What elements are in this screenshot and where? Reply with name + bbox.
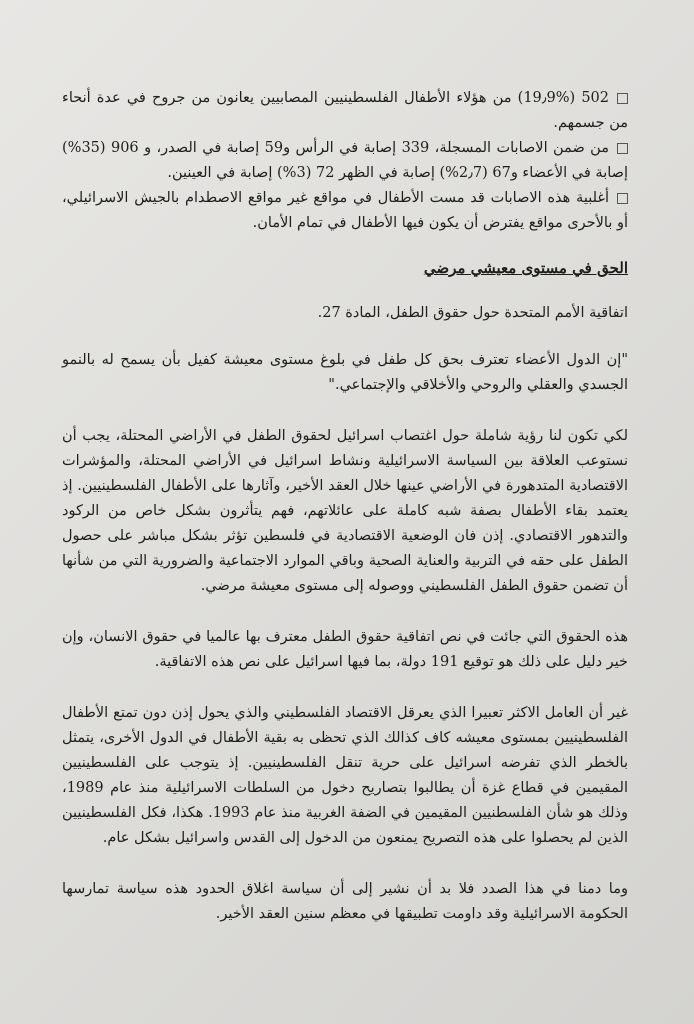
convention-quote: "إن الدول الأعضاء تعترف بحق كل طفل في بلوغ مستوى معيشة كفيل بأن يسمح له بالنمو الجسدي والعقلي والروحي والأخلاقي والإجتماعي." [62,352,628,393]
list-item [62,186,628,236]
checkbox-bullet-icon [617,93,628,104]
paragraph-border-closure: وما دمنا في هذا الصدد فلا بد أن نشير إلى أن سياسة اغلاق الحدود هذه سياسة تمارسها الحكومة الاسرائيلية وقد داومت تطبيقها في معظم سنين العقد الأخير. [62,881,628,922]
section-heading: الحق في مستوى معيشي مرضي [423,259,628,277]
list-item-text: أغلبية هذه الاصابات قد مست الأطفال في مواقع غير مواقع الاصطدام بالجيش الاسرائيلي، أو بالأحرى مواقع يفترض أن يكون فيها الأطفال في تمام الأمان. [62,190,628,231]
checkbox-bullet-icon [617,143,628,154]
convention-reference: اتفاقية الأمم المتحدة حول حقوق الطفل، المادة 27. [317,305,628,321]
paragraph-economic-context: لكي تكون لنا رؤية شاملة حول اغتصاب اسرائيل لحقوق الطفل في الأراضي المحتلة، يجب أن نستوعب العلاقة بين السياسة الاسرائيلية ونشاط اسرائيل في الأراضي المحتلة، والمؤشرات الاقتصادية المتدهورة في الأراضي عينها خلال العقد الأخير، وآثارها على الأطفال الفلسطينيين. إذ يعتمد بقاء الأطفال بصفة شبه كاملة على عائلاتهم، فهم يتأثرون بشكل خاص من الركود والتدهور الاقتصادي. إذن فان الوضعية الاقتصادية في فلسطين تؤثر بشكل مباشر على حصول الطفل على حقه في التربية والعناية الصحية وباقي الموارد الاجتماعية والضرورية التي من شأنها أن تضمن حقوق الطفل الفلسطيني ووصوله إلى مستوى معيشة مرضي. [62,428,628,594]
list-item-text: من ضمن الاصابات المسجلة، 339 إصابة في الرأس و59 إصابة في الصدر، و 906 (35%) إصابة في الأعضاء و67 (2٫7%) إصابة في الظهر 72 (3%) إصابة في العينين. [62,140,628,181]
checkbox-bullet-icon [617,193,628,204]
paragraph-movement-restrictions: غير أن العامل الاكثر تعبيرا الذي يعرقل الاقتصاد الفلسطيني والذي يحول إذن دون تمتع الأطفال الفلسطينيين بمستوى معيشه كاف كذالك الذي تحظى به بقية الأطفال في الدول الأخرى، يتمثل بالخطر الذي تفرضه اسرائيل على حرية تنقل الفلسطينيين. إذ يتوجب على الفلسطينيين المقيمين في قطاع غزة أن يطالبوا بتصاريح دخول من السلطات الاسرائيلية منذ عام 1989، وذلك هو شأن الفلسطنيين المقيمين في الضفة الغربية منذ عام 1993. هكذا، فكل الفلسطينيين الذين لم يحصلوا على هذه التصريح يمنعون من الدخول إلى القدس واسرائيل بشكل عام. [62,705,628,846]
list-item [62,86,628,136]
document-body [62,86,628,927]
list-item-text: 502 (19٫9%) من هؤلاء الأطفال الفلسطينيين المصابيين يعانون من جروح في عدة أنحاء من جسمهم. [62,90,628,131]
paragraph-convention-recognition: هذه الحقوق التي جائت في نص اتفاقية حقوق الطفل معترف بها عالميا في حقوق الانسان، وإن خير دليل على ذلك هو توقيع 191 دولة، بما فيها اسرائيل على نص هذه الاتفاقية. [62,629,628,670]
list-item [62,136,628,186]
injury-statistics-list [62,86,628,236]
